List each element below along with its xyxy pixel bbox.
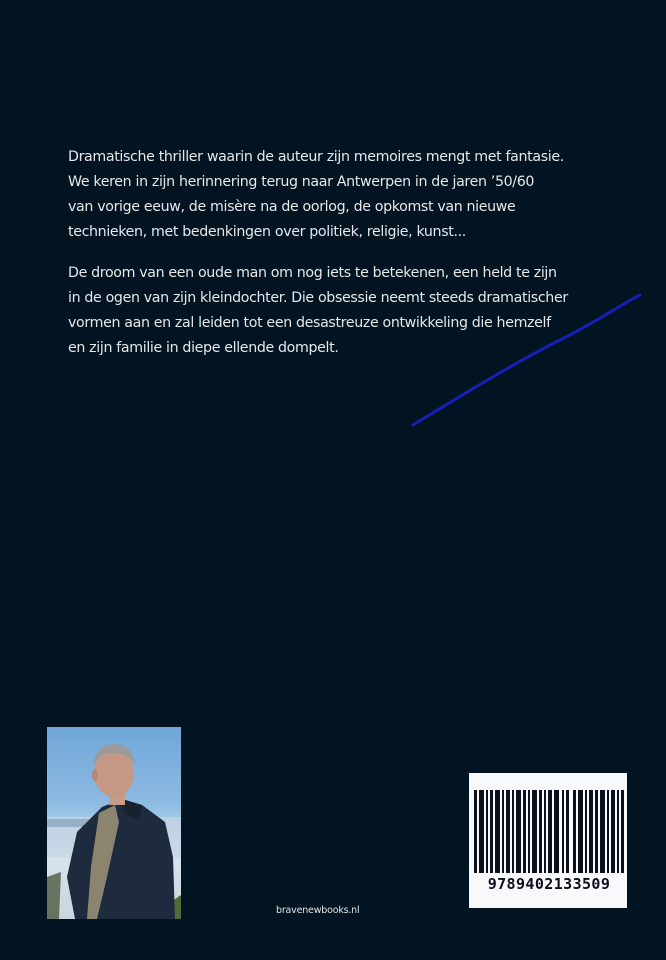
blurb-paragraph-1	[68, 145, 658, 245]
blurb-line: De droom van een oude man om nog iets te betekenen, een held te zijn	[68, 265, 557, 281]
blurb-line: Dramatische thriller waarin de auteur zijn memoires mengt met fantasie.	[68, 149, 564, 165]
author-portrait-image	[47, 727, 181, 919]
blurb-line: technieken, met bedenkingen over politiek, religie, kunst...	[68, 224, 466, 240]
blurb-paragraph-2	[68, 261, 658, 361]
blurb-line: en zijn familie in diepe ellende dompelt.	[68, 340, 339, 356]
barcode-bars	[474, 790, 624, 873]
isbn-number: 9789402133509	[487, 875, 611, 893]
blurb-line: in de ogen van zijn kleindochter. Die obsessie neemt steeds dramatischer	[68, 290, 568, 306]
blurb-line: vormen aan en zal leiden tot een desastreuze ontwikkeling die hemzelf	[68, 315, 551, 331]
blurb-line: van vorige eeuw, de misère na de oorlog, de opkomst van nieuwe	[68, 199, 516, 215]
publisher-url: bravenewbooks.nl	[276, 905, 360, 916]
isbn-barcode	[469, 773, 627, 908]
author-photo	[47, 727, 181, 919]
blurb-line: We keren in zijn herinnering terug naar Antwerpen in de jaren ’50/60	[68, 174, 535, 190]
